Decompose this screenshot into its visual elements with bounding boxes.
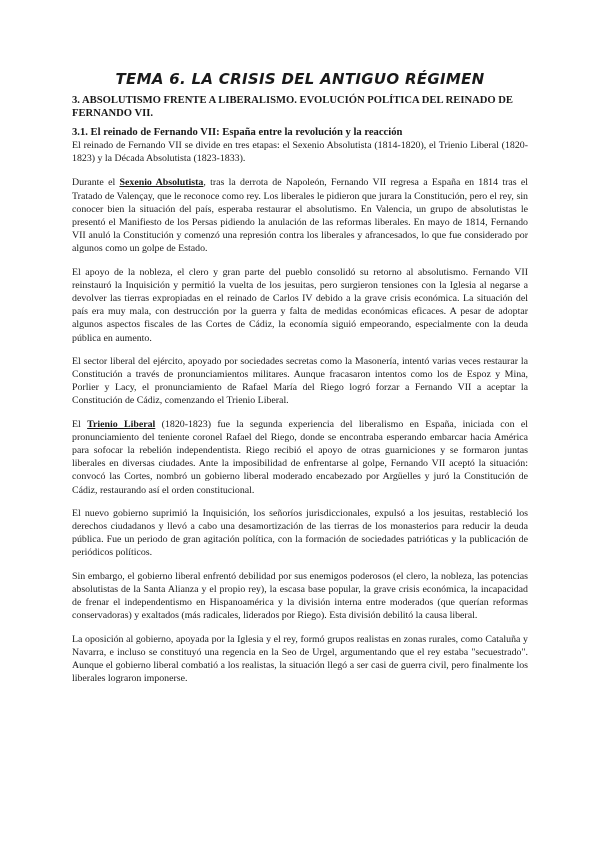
paragraph-text: (1820-1823) fue la segunda experiencia del liberalismo en España, iniciada con el pronunciamiento del teniente coronel Rafael del Riego, donde se encontraba esperando embarcar hacia América para sofocar la rebelión independentista. Riego recibió el apoyo de otras guarniciones y se formaron juntas liberales en diversas ciudades. Ante la imposibilidad de enfrentarse al golpe, Fernando VII aceptó la situación: convocó las Cortes, nombró un gobierno liberal moderado encabezado por Argüelles y juró la Constitución de Cádiz, restaurando así el orden constitucional.	[72, 418, 528, 496]
paragraph-sexenio	[72, 176, 528, 255]
paragraph-sector-liberal: El sector liberal del ejército, apoyado por sociedades secretas como la Masonería, intentó varias veces restaurar la Constitución a través de pronunciamientos militares. Aunque fracasaron intentos como los de Espoz y Mina, Porlier y Lacy, el pronunciamiento de Rafael María del Riego logró forzar a Fernando VII a aceptar la Constitución de Cádiz, comenzando el Trienio Liberal.	[72, 355, 528, 407]
paragraph-apoyo: El apoyo de la nobleza, el clero y gran parte del pueblo consolidó su retorno al absolutismo. Fernando VII reinstauró la Inquisición y permitió la vuelta de los jesuitas, pero surgieron tensiones con la Iglesia al negarse a devolver las tierras expropiadas en el reinado de Carlos IV debido a la grave crisis económica. La situación del país era muy mala, con destrucción por la guerra y falta de medidas económicas eficaces. A pesar de adoptar algunos aspectos fiscales de las Cortes de Cádiz, la economía siguió empeorando, especialmente con la deuda pública en aumento.	[72, 266, 528, 344]
section-heading: 3. ABSOLUTISMO FRENTE A LIBERALISMO. EVOLUCIÓN POLÍTICA DEL REINADO DE FERNANDO VII.	[72, 95, 513, 119]
paragraph-text: El	[72, 418, 88, 430]
paragraph-text: Durante el	[72, 177, 120, 189]
paragraph-debilidad: Sin embargo, el gobierno liberal enfrentó debilidad por sus enemigos poderosos (el clero, la nobleza, las potencias absolutistas de la Santa Alianza y el propio rey), la escasa base popular, la grave crisis económica, la incapacidad de frenar el independentismo en Hispanoamérica y la división interna entre moderados (que querían reformas conservadoras) y exaltados (más radicales, liderados por Riego). Esta división debilitó la causa liberal.	[72, 570, 528, 622]
paragraph-oposicion: La oposición al gobierno, apoyada por la Iglesia y el rey, formó grupos realistas en zonas rurales, como Cataluña y Navarra, e incluso se constituyó una regencia en la Seo de Urgel, argumentando que el rey estaba "secuestrado". Aunque el gobierno liberal combatió a los realistas, la situación llegó a ser casi de guerra civil, pero finalmente los liberales lograron imponerse.	[72, 633, 528, 685]
term-trienio-liberal: Trienio Liberal	[87, 418, 156, 430]
paragraph-intro: El reinado de Fernando VII se divide en tres etapas: el Sexenio Absolutista (1814-1820), el Trienio Liberal (1820-1823) y la Década Absolutista (1823-1833).	[72, 140, 528, 165]
paragraph-nuevo-gobierno: El nuevo gobierno suprimió la Inquisición, los señoríos jurisdiccionales, expulsó a los jesuitas, restableció los derechos ciudadanos y llevó a cabo una desamortización de las tierras de los monasterios para reducir la deuda pública. Fue un periodo de gran agitación política, con la formación de sociedades patrióticas y la publicación de periódicos políticos.	[72, 507, 528, 559]
paragraph-text: , tras la derrota de Napoleón, Fernando VII regresa a España en 1814 tras el Tratado de Valençay, que le reconoce como rey. Los liberales le pidieron que jurara la Constitución, pero el rey, sin conocer bien la situación del país, esperaba restaurar el absolutismo. En Valencia, un grupo de absolutistas le presentó el Manifiesto de los Persas pidiendo la anulación de las reformas liberales. En mayo de 1814, Fernando VII anuló la Constitución y comenzó una represión contra los liberales y afrancesados, lo que fue considerado por algunos como un golpe de Estado.	[72, 177, 528, 255]
document-title: TEMA 6. LA CRISIS DEL ANTIGUO RÉGIMEN	[115, 70, 485, 88]
subsection-heading: 3.1. El reinado de Fernando VII: España entre la revolución y la reacción	[72, 127, 403, 138]
term-sexenio-absolutista: Sexenio Absolutista	[119, 177, 204, 189]
paragraph-trienio	[72, 418, 528, 497]
